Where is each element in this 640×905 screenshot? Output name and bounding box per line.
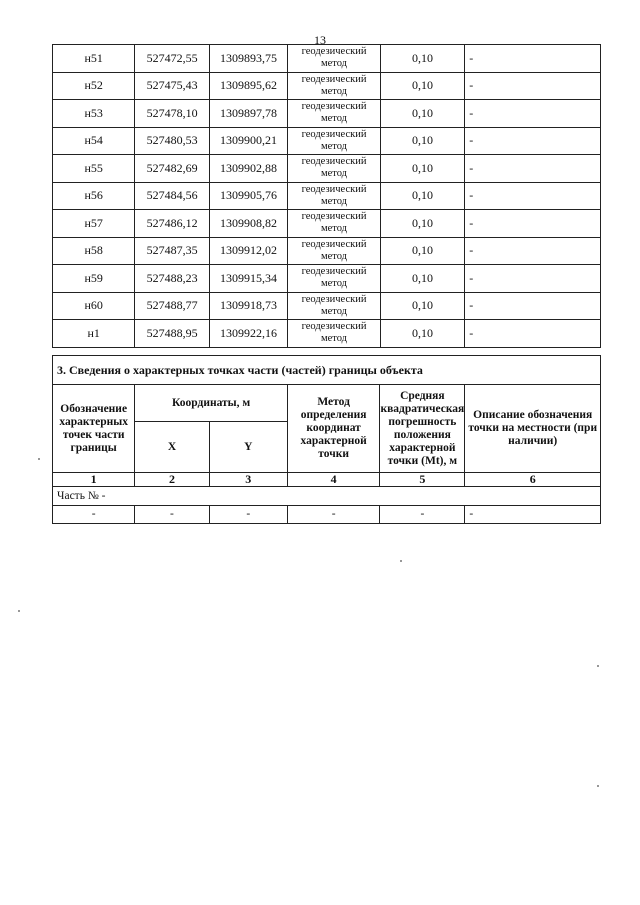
scan-speck: [18, 610, 20, 612]
column-number: 5: [380, 473, 465, 487]
cell-description: -: [465, 182, 601, 210]
empty-cell: -: [287, 506, 379, 524]
cell-coord-y: 1309915,34: [209, 265, 287, 293]
cell-coord-x: 527484,56: [135, 182, 209, 210]
table-row: [53, 155, 601, 183]
header-x: X: [135, 422, 209, 473]
cell-method: геодезический метод: [288, 100, 381, 128]
cell-description: -: [465, 320, 601, 348]
cell-method: геодезический метод: [288, 265, 381, 293]
cell-accuracy: 0,10: [380, 320, 464, 348]
column-number: 2: [135, 473, 209, 487]
empty-cell: -: [135, 506, 209, 524]
table-row: [53, 292, 601, 320]
table-row: [53, 72, 601, 100]
cell-accuracy: 0,10: [380, 127, 464, 155]
cell-method: геодезический метод: [288, 155, 381, 183]
cell-method: геодезический метод: [288, 320, 381, 348]
cell-point-name: н53: [53, 100, 135, 128]
table-row: [53, 265, 601, 293]
cell-accuracy: 0,10: [380, 210, 464, 238]
section3-table: [52, 355, 601, 524]
cell-coord-y: 1309912,02: [209, 237, 287, 265]
cell-coord-y: 1309918,73: [209, 292, 287, 320]
empty-cell: -: [209, 506, 287, 524]
cell-coord-y: 1309902,88: [209, 155, 287, 183]
cell-coord-y: 1309893,75: [209, 45, 287, 73]
column-number: 6: [465, 473, 601, 487]
header-accuracy: Средняя квадратическая погрешность положения характерной точки (Mt), м: [380, 385, 465, 473]
cell-method: геодезический метод: [288, 292, 381, 320]
cell-point-name: н52: [53, 72, 135, 100]
cell-method: геодезический метод: [288, 182, 381, 210]
header-method: Метод определения координат характерной точки: [287, 385, 379, 473]
cell-accuracy: 0,10: [380, 45, 464, 73]
cell-coord-x: 527472,55: [135, 45, 209, 73]
cell-coord-x: 527478,10: [135, 100, 209, 128]
part-label: Часть № -: [53, 487, 601, 506]
table-row: [53, 237, 601, 265]
cell-coord-x: 527488,95: [135, 320, 209, 348]
cell-point-name: н54: [53, 127, 135, 155]
cell-accuracy: 0,10: [380, 155, 464, 183]
empty-cell: -: [380, 506, 465, 524]
empty-cell: -: [53, 506, 135, 524]
scan-speck: [597, 785, 599, 787]
cell-accuracy: 0,10: [380, 182, 464, 210]
cell-accuracy: 0,10: [380, 100, 464, 128]
cell-coord-y: 1309908,82: [209, 210, 287, 238]
column-number: 1: [53, 473, 135, 487]
cell-point-name: н59: [53, 265, 135, 293]
cell-point-name: н55: [53, 155, 135, 183]
cell-coord-x: 527488,23: [135, 265, 209, 293]
cell-method: геодезический метод: [288, 72, 381, 100]
header-description: Описание обозначения точки на местности (при наличии): [465, 385, 601, 473]
cell-method: геодезический метод: [288, 45, 381, 73]
table-row: [53, 182, 601, 210]
cell-coord-x: 527480,53: [135, 127, 209, 155]
column-number: 3: [209, 473, 287, 487]
cell-coord-x: 527486,12: [135, 210, 209, 238]
cell-description: -: [465, 265, 601, 293]
header-coordinates: Координаты, м: [135, 385, 288, 422]
cell-point-name: н60: [53, 292, 135, 320]
cell-point-name: н1: [53, 320, 135, 348]
cell-description: -: [465, 237, 601, 265]
table-row: [53, 320, 601, 348]
cell-coord-x: 527487,35: [135, 237, 209, 265]
cell-coord-y: 1309895,62: [209, 72, 287, 100]
cell-accuracy: 0,10: [380, 265, 464, 293]
cell-coord-x: 527475,43: [135, 72, 209, 100]
cell-coord-y: 1309905,76: [209, 182, 287, 210]
section3-title: 3. Сведения о характерных точках части (частей) границы объекта: [53, 356, 601, 385]
cell-coord-x: 527482,69: [135, 155, 209, 183]
cell-description: -: [465, 127, 601, 155]
cell-accuracy: 0,10: [380, 237, 464, 265]
cell-point-name: н56: [53, 182, 135, 210]
cell-coord-y: 1309900,21: [209, 127, 287, 155]
table-row: [53, 45, 601, 73]
cell-point-name: н51: [53, 45, 135, 73]
cell-accuracy: 0,10: [380, 292, 464, 320]
cell-method: геодезический метод: [288, 237, 381, 265]
scan-speck: [597, 665, 599, 667]
table-row: [53, 127, 601, 155]
page-number: 13: [314, 33, 326, 47]
cell-description: -: [465, 292, 601, 320]
cell-coord-y: 1309897,78: [209, 100, 287, 128]
table-row: [53, 210, 601, 238]
header-y: Y: [209, 422, 287, 473]
cell-coord-y: 1309922,16: [209, 320, 287, 348]
coordinates-table: [52, 44, 601, 348]
header-designation: Обозначение характерных точек части границы: [53, 385, 135, 473]
cell-point-name: н58: [53, 237, 135, 265]
cell-description: -: [465, 210, 601, 238]
cell-description: -: [465, 155, 601, 183]
cell-coord-x: 527488,77: [135, 292, 209, 320]
scan-speck: [400, 560, 402, 562]
cell-description: -: [465, 100, 601, 128]
scan-speck: [38, 458, 40, 460]
cell-accuracy: 0,10: [380, 72, 464, 100]
cell-description: -: [465, 45, 601, 73]
cell-method: геодезический метод: [288, 210, 381, 238]
column-number: 4: [287, 473, 379, 487]
table-row: [53, 100, 601, 128]
empty-cell: -: [465, 506, 601, 524]
cell-point-name: н57: [53, 210, 135, 238]
cell-description: -: [465, 72, 601, 100]
cell-method: геодезический метод: [288, 127, 381, 155]
